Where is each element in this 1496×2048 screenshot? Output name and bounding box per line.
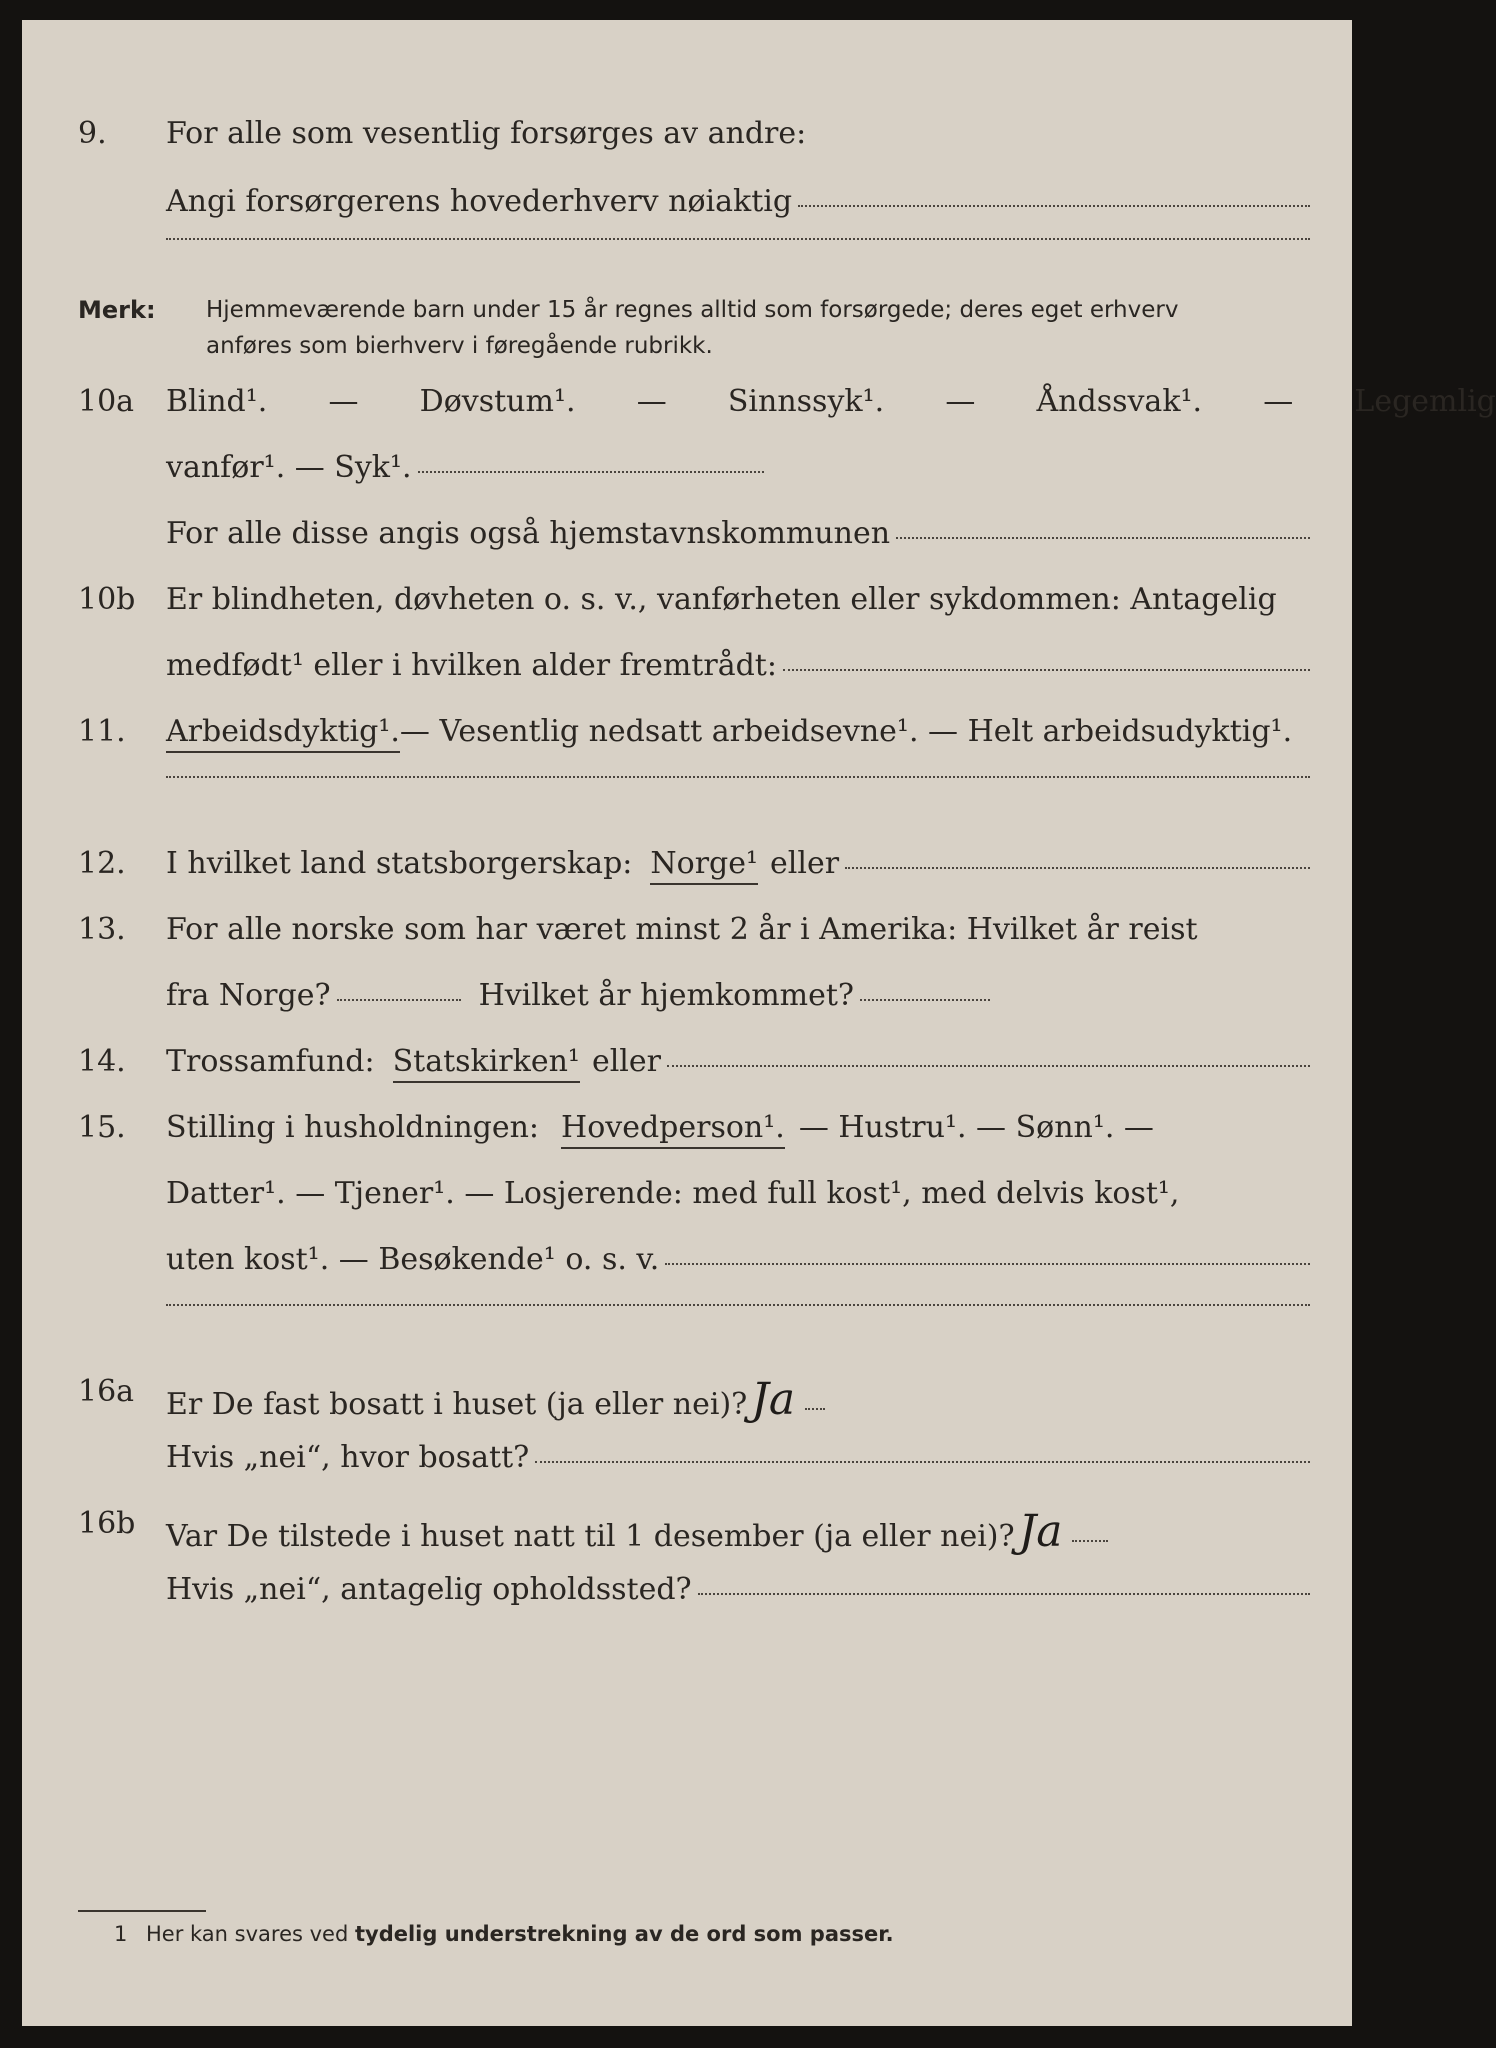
merk-line2: anføres som bierhverv i føregående rubrikk.: [206, 333, 713, 359]
q10a-hjemstavn-prompt: For alle disse angis også hjemstavnskommunen: [166, 516, 891, 551]
q16a-answer-field[interactable]: [805, 1408, 825, 1410]
q10b-answer-field[interactable]: [783, 669, 1310, 671]
dash: —: [945, 384, 976, 419]
option-statskirken[interactable]: Statskirken¹: [393, 1044, 580, 1083]
q10b-number: 10b: [78, 582, 136, 617]
q15-options-1[interactable]: — Hustru¹. — Sønn¹. —: [798, 1110, 1154, 1145]
q16a-handwritten-answer[interactable]: Ja: [751, 1374, 796, 1425]
footnote-plain: Her kan svares ved: [146, 1922, 355, 1946]
option-andssvak[interactable]: Åndssvak¹.: [1036, 384, 1203, 419]
dash: —: [636, 384, 667, 419]
q13-hjemkommet-prompt: Hvilket år hjemkommet?: [478, 978, 855, 1013]
footnote-mark: 1: [114, 1922, 128, 1946]
q10a-options: [166, 384, 1496, 419]
option-dovstum[interactable]: Døvstum¹.: [419, 384, 576, 419]
q13-hjemkommet-field[interactable]: [860, 999, 990, 1001]
q12-answer-field[interactable]: [845, 867, 1310, 869]
q16b-number: 16b: [78, 1506, 136, 1541]
q15-options-3[interactable]: uten kost¹. — Besøkende¹ o. s. v.: [166, 1242, 660, 1277]
q15-number: 15.: [78, 1110, 126, 1145]
q16b-answer-field[interactable]: [1072, 1540, 1108, 1542]
q16a-bosatt-field[interactable]: [535, 1461, 1310, 1463]
dash: —: [1263, 384, 1294, 419]
q15-answer-field-2[interactable]: [166, 1304, 1310, 1306]
footnote-bold: tydelig understrekning av de ord som passer.: [354, 1922, 894, 1946]
q16b-handwritten-answer[interactable]: Ja: [1018, 1506, 1063, 1557]
option-blind[interactable]: Blind¹.: [166, 384, 268, 419]
merk-line1: Hjemmeværende barn under 15 år regnes alltid som forsørgede; deres eget erhverv: [206, 297, 1179, 323]
q9-prompt: Angi forsørgerens hovederhverv nøiaktig: [166, 184, 793, 219]
q15-options-2[interactable]: Datter¹. — Tjener¹. — Losjerende: med full kost¹, med delvis kost¹,: [166, 1176, 1180, 1211]
q9-answer-field-2[interactable]: [166, 238, 1310, 240]
q13-text: For alle norske som har været minst 2 år i Amerika: Hvilket år reist: [166, 912, 1198, 947]
option-hovedperson[interactable]: Hovedperson¹.: [561, 1110, 785, 1149]
q12-text: I hvilket land statsborgerskap:: [166, 846, 633, 881]
q10b-prompt: medfødt¹ eller i hvilken alder fremtrådt:: [166, 648, 777, 683]
q16b-opholdssted-prompt: Hvis „nei“, antagelig opholdssted?: [166, 1572, 692, 1607]
q14-text: Trossamfund:: [166, 1044, 375, 1079]
q11-other-options[interactable]: — Vesentlig nedsatt arbeidsevne¹. — Helt arbeidsudyktig¹.: [399, 714, 1293, 749]
q16a-bosatt-prompt: Hvis „nei“, hvor bosatt?: [166, 1440, 530, 1475]
option-sinnssyk[interactable]: Sinnssyk¹.: [727, 384, 885, 419]
option-arbeidsdyktig[interactable]: Arbeidsdyktig¹.: [166, 714, 400, 753]
q10a-number: 10a: [78, 384, 135, 419]
q13-number: 13.: [78, 912, 126, 947]
q11-answer-field[interactable]: [166, 776, 1310, 778]
q16b-text: Var De tilstede i huset natt til 1 desember (ja eller nei)?: [166, 1519, 1015, 1554]
footnote: [114, 1922, 894, 1946]
q14-eller: eller: [591, 1044, 661, 1079]
option-legemlig[interactable]: Legemlig: [1354, 384, 1496, 419]
q15-text: Stilling i husholdningen:: [166, 1110, 540, 1145]
q14-answer-field[interactable]: [667, 1065, 1310, 1067]
merk-label: Merk:: [78, 296, 156, 324]
q16a-text: Er De fast bosatt i huset (ja eller nei)?: [166, 1387, 748, 1422]
q16b-opholdssted-field[interactable]: [698, 1593, 1310, 1595]
q12-eller: eller: [770, 846, 840, 881]
q14-number: 14.: [78, 1044, 126, 1079]
dash: —: [328, 384, 359, 419]
option-vanfor-syk[interactable]: vanfør¹. — Syk¹.: [166, 450, 412, 485]
q15-answer-field[interactable]: [665, 1263, 1310, 1265]
merk-note: [206, 292, 1302, 364]
hjemstavnskommune-field[interactable]: [896, 537, 1310, 539]
option-norge[interactable]: Norge¹: [650, 846, 758, 885]
footnote-rule: [78, 1910, 206, 1912]
q9-answer-field[interactable]: [798, 205, 1310, 207]
q13-reist-prompt: fra Norge?: [166, 978, 331, 1013]
q16a-number: 16a: [78, 1374, 135, 1409]
q9-number: 9.: [78, 116, 107, 151]
census-form-page: [22, 20, 1496, 2026]
q12-number: 12.: [78, 846, 126, 881]
q11-number: 11.: [78, 714, 126, 749]
q10a-answer-field[interactable]: [418, 471, 764, 473]
q10b-text: Er blindheten, døvheten o. s. v., vanførheten eller sykdommen: Antagelig: [166, 582, 1277, 617]
q13-reist-field[interactable]: [337, 999, 461, 1001]
q9-text: For alle som vesentlig forsørges av andre:: [166, 116, 807, 151]
